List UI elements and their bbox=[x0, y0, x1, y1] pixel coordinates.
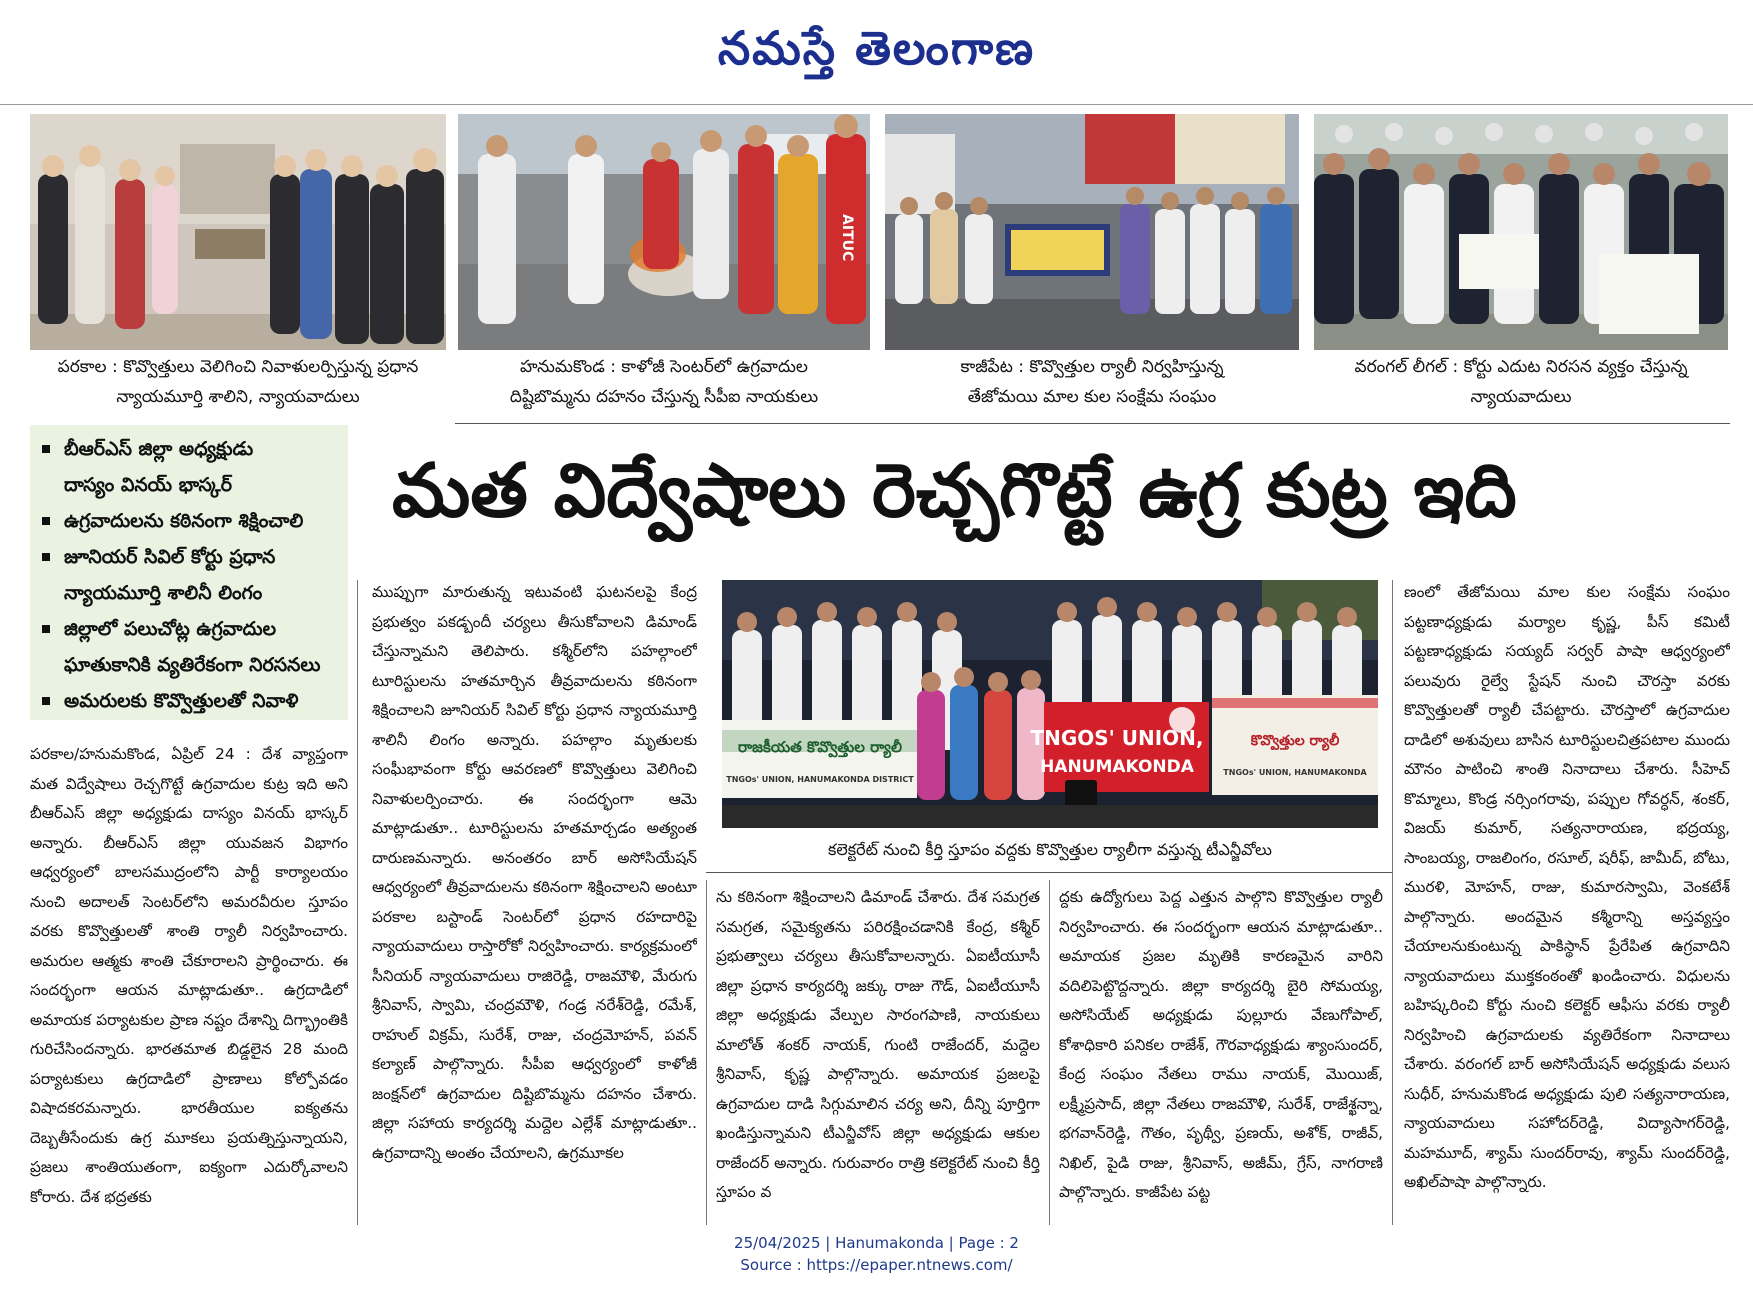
highlight-item bbox=[30, 431, 348, 503]
photo-tngos-rally bbox=[722, 580, 1378, 828]
footer bbox=[0, 1232, 1753, 1276]
article-text: ణంలో తేజోమయి మాల కుల సంక్షేమ సంఘం పట్టణాధ్యక్షుడు మర్యాల కృష్ణ, పీస్ కమిటీ పట్టణాధ్యక్షుడు సయ్యద్ సర్వర్ పాషా ఆధ్వర్యంలో పలువురు రైల్వే స్టేషన్ నుంచి చౌరస్తా వరకు కొవ్వొత్తులతో ర్యాలీ చేపట్టారు. చౌరస్తాలో ఉగ్రవాదుల దాడిలో అశువులు బాసిన టూరిస్టులచిత్రపటాల ముందు మౌనం పాటించి శాంతి నినాదాలు చేశారు. సీహెచ్ కొమ్మాలు, కొండ్ర నర్సింగరావు, పప్పుల గోవర్ధన్, శంకర్, విజయ్ కుమార్, సత్యనారాయణ, భద్రయ్య, సాంబయ్య, రాజలింగం, రసూల్, షరీఫ్, జామీద్, బోటు, మురళి, మోహన్, రాజు, కుమారస్వామి, వెంకటేశ్ పాల్గొన్నారు. అందమైన కశ్మీరాన్ని అస్తవ్యస్తం చేయాలనుకుంటున్న పాకిస్థాన్ ప్రేరేపిత ఉగ్రవాదిని న్యాయవాదులు ముక్తకంఠంతో ఖండించారు. విధులను బహిష్కరించి కోర్టు నుంచి కలెక్టర్ ఆఫీసు వరకు ర్యాలీ నిర్వహించి ఉగ్రవాదులకు వ్యతిరేకంగా నినాదాలు చేశారు. వరంగల్ బార్ అసోసియేషన్ అధ్యక్షుడు వలుస సుధీర్, హనుమకొండ అధ్యక్షుడు పులి సత్యనారాయణ, న్యాయవాదులు సహోదర్‌రెడ్డి, విద్యాసాగర్‌రెడ్డి, మహమూద్, శ్యామ్ సుందర్‌రావు, శ్యామ్ సుందర్‌రెడ్డి, అఖిల్‌పాషా పాల్గొన్నారు. bbox=[1404, 583, 1730, 1191]
caption-parakala bbox=[30, 352, 446, 412]
highlight-text: బీఆర్‌ఎస్ జిల్లా అధ్యక్షుడు bbox=[64, 438, 254, 460]
caption-tngos-rally: కలెక్టరేట్ నుంచి కీర్తి స్తూపం వద్దకు కొవ్వొత్తుల ర్యాలీగా వస్తున్న టీఎన్జీవోలు bbox=[828, 840, 1272, 859]
highlight-text: ఉగ్రవాదులను కఠినంగా శిక్షించాలి bbox=[64, 510, 304, 532]
aituc-flag-label: AITUC bbox=[839, 214, 855, 262]
highlight-text: ఘాతుకానికి వ్యతిరేకంగా నిరసనలు bbox=[64, 654, 321, 676]
highlight-item bbox=[30, 503, 348, 539]
caption-hanumakonda bbox=[458, 352, 870, 412]
column-divider bbox=[1392, 580, 1393, 1225]
caption-line: హనుమకొండ : కాళోజీ సెంటర్‌లో ఉగ్రవాదుల bbox=[520, 357, 808, 377]
highlight-text: అమరులకు కొవ్వొత్తులతో నివాళి bbox=[64, 690, 299, 712]
caption-line: పరకాల : కొవ్వొత్తులు వెలిగించి నివాళులర్పిస్తున్న ప్రధాన bbox=[57, 357, 419, 377]
caption-line: వరంగల్ లీగల్ : కోర్టు ఎదుట నిరసన వ్యక్తం చేస్తున్న bbox=[1354, 357, 1688, 377]
banner-right-title: కొవ్వొత్తుల ర్యాలీ bbox=[1250, 733, 1340, 749]
article-text: ద్దకు ఉద్యోగులు పెద్ద ఎత్తున పాల్గొని కొవ్వొత్తుల ర్యాలీ నిర్వహించారు. ఈ సందర్భంగా ఆయన మాట్లాడుతూ.. అమాయక ప్రజల మృతికి కారణమైన వారిని వదిలిపెట్టొద్దన్నారు. జిల్లా కార్యదర్శి బైరి సోమయ్య, అసోసియేట్ అధ్యక్షుడు పుల్లూరు వేణుగోపాల్, కోశాధికారి పనికల రాజేశ్, గౌరవాధ్యక్షుడు శ్యాంసుందర్, కేంద్ర సంఘం నేతలు రాము నాయక్, మొయిజ్, లక్ష్మీప్రసాద్, జిల్లా నేతలు రాజమౌళి, సురేశ్, రాజేశ్ఖన్నా, భగవాన్‌రెడ్డి, గౌతం, పృథ్వీ, ప్రణయ్, అశోక్, రాజీవ్, నిఖిల్, పైడి రాజు, శ్రీనివాస్, అజీమ్, గ్రేస్, నాగరాణి పాల్గొన్నారు. కాజీపేట పట్ట bbox=[1059, 888, 1383, 1201]
banner-main-line1: TNGOS' UNION, bbox=[1030, 726, 1204, 750]
main-headline: మత విద్వేషాలు రెచ్చగొట్టే ఉగ్ర కుట్ర ఇది bbox=[392, 448, 1517, 534]
newspaper-title: నమస్తే తెలంగాణ bbox=[717, 21, 1036, 75]
masthead-rule bbox=[0, 104, 1753, 105]
caption-kazipet bbox=[885, 352, 1299, 412]
article-text: ముప్పుగా మారుతున్న ఇటువంటి ఘటనలపై కేంద్ర ప్రభుత్వం పకడ్బందీ చర్యలు తీసుకోవాలని డిమాండ్ చేస్తున్నామని తెలిపారు. కశ్మీర్‌లోని పహల్గాంలో టూరిస్టులను హతమార్చిన తీవ్రవాదులను కఠినంగా శిక్షించాలని జూనియర్ సివిల్ కోర్టు ప్రధాన న్యాయమూర్తి శాలినీ లింగం అన్నారు. పహల్గాం మృతులకు సంఘీభావంగా కోర్టు ఆవరణలో కొవ్వొత్తులు వెలిగించి నివాళులర్పించారు. ఈ సందర్భంగా ఆమె మాట్లాడుతూ.. టూరిస్టులను హతమార్చడం అత్యంత దారుణమన్నారు. అనంతరం బార్ అసోసియేషన్ ఆధ్వర్యంలో తీవ్రవాదులను కఠినంగా శిక్షించాలని అంటూ పరకాల బస్టాండ్ సెంటర్‌లో ప్రధాన రహదారిపై న్యాయవాదులు రాస్తారోకో నిర్వహించారు. కార్యక్రమంలో సీనియర్ న్యాయవాదులు రాజిరెడ్డి, రాజమౌళి, మేరుగు శ్రీనివాస్, స్వామి, చంద్రమౌళి, గండ్ర నరేశ్‌రెడ్డి, రమేశ్, రాహుల్ విక్రమ్, సురేశ్, రాజు, చంద్రమోహన్, పవన్ కల్యాణ్ పాల్గొన్నారు. సీపీఐ ఆధ్వర్యంలో కాళోజీ జంక్షన్‌లో ఉగ్రవాదుల దిష్టిబొమ్మను దహనం చేశారు. జిల్లా సహాయ కార్యదర్శి మద్దెల ఎల్లేశ్ మాట్లాడుతూ.. ఉగ్రవాదాన్ని అంతం చేయాలని, ఉగ్రమూకల bbox=[372, 583, 697, 1162]
banner-main-line2: HANUMAKONDA bbox=[1040, 757, 1194, 777]
photo-hanumakonda bbox=[458, 114, 870, 350]
article-column-1 bbox=[30, 740, 348, 1214]
highlight-text: జూనియర్ సివిల్ కోర్టు ప్రధాన bbox=[64, 546, 276, 568]
caption-line: న్యాయవాదులు bbox=[1470, 387, 1572, 407]
highlight-text: దాస్యం వినయ్ భాస్కర్ bbox=[64, 474, 233, 496]
article-column-3 bbox=[716, 883, 1040, 1214]
caption-line: కాజీపేట : కొవ్వొత్తుల ర్యాలీ నిర్వహిస్తున్న bbox=[960, 357, 1224, 377]
banner-right-sub: TNGOs' UNION, HANUMAKONDA bbox=[1223, 768, 1367, 777]
highlight-item bbox=[30, 539, 348, 611]
article-text: పరకాల/హనుమకొండ, ఏప్రిల్ 24 : దేశ వ్యాప్తంగా మత విద్వేషాలు రెచ్చగొట్టే ఉగ్రవాదుల కుట్ర ఇది అని బీఆర్‌ఎస్ జిల్లా అధ్యక్షుడు దాస్యం వినయ్ భాస్కర్ అన్నారు. బీఆర్‌ఎస్ జిల్లా యువజన విభాగం ఆధ్వర్యంలో బాలసముద్రంలోని పార్టీ కార్యాలయం నుంచి అదాలత్ సెంటర్‌లోని అమరవీరుల స్తూపం వరకు కొవ్వొత్తులతో శాంతి ర్యాలీ నిర్వహించారు. అమరుల ఆత్మకు శాంతి చేకూరాలని ప్రార్థించారు. ఈ సందర్భంగా ఆయన మాట్లాడుతూ.. ఉగ్రదాడిలో అమాయక పర్యాటకుల ప్రాణ నష్టం దేశాన్ని దిగ్భ్రాంతికి గురిచేసిందన్నారు. భారతమాత బిడ్డలైన 28 మంది పర్యాటకులు ఉగ్రదాడిలో ప్రాణాలు కోల్పోవడం విషాదకరమన్నారు. భారతీయుల ఐక్యతను దెబ్బతీసేందుకు ఉగ్ర మూకలు ప్రయత్నిస్తున్నాయని, ప్రజలు శాంతియుతంగా, ఐక్యంగా ఎదుర్కోవాలని కోరారు. దేశ భద్రతకు bbox=[30, 745, 348, 1206]
masthead bbox=[0, 0, 1753, 104]
banner-left-title: రాజకీయత కొవ్వొత్తుల ర్యాలీ bbox=[738, 738, 902, 756]
column-divider bbox=[706, 880, 707, 1225]
footer-source-line: Source : https://epaper.ntnews.com/ bbox=[740, 1256, 1013, 1274]
column-divider bbox=[1049, 880, 1050, 1225]
photo-warangal-legal bbox=[1314, 114, 1728, 350]
article-column-2 bbox=[372, 578, 697, 1214]
article-column-5 bbox=[1404, 578, 1730, 1214]
caption-line: తేజోమయి మాల కుల సంక్షేమ సంఘం bbox=[967, 387, 1217, 407]
highlight-text: జిల్లాలో పలుచోట్ల ఉగ్రవాదుల bbox=[64, 618, 277, 640]
banner-left-sub: TNGOs' UNION, HANUMAKONDA DISTRICT bbox=[726, 775, 914, 784]
article-column-4 bbox=[1059, 883, 1383, 1214]
photo-kazipet bbox=[885, 114, 1299, 350]
caption-line: దిష్టిబొమ్మను దహనం చేస్తున్న సీపీఐ నాయకులు bbox=[509, 387, 819, 407]
highlights-box bbox=[30, 425, 348, 720]
section-rule bbox=[455, 423, 1730, 424]
highlight-text: న్యాయమూర్తి శాలినీ లింగం bbox=[64, 582, 263, 604]
caption-line: న్యాయమూర్తి శాలిని, న్యాయవాదులు bbox=[116, 387, 360, 407]
highlight-item bbox=[30, 611, 348, 683]
photo-parakala bbox=[30, 114, 446, 350]
photo-caption-rule bbox=[706, 872, 1392, 873]
article-text: ను కఠినంగా శిక్షించాలని డిమాండ్ చేశారు. దేశ సమగ్రత సమగ్రత, సమైక్యతను పరిరక్షించడానికి కేంద్ర, కశ్మీర్ ప్రభుత్వాలు చర్యలు తీసుకోవాలన్నారు. ఏఐటీయూసీ జిల్లా ప్రధాన కార్యదర్శి జక్కు రాజు గౌడ్, ఏఐటీయూసీ జిల్లా అధ్యక్షుడు వేల్పుల సారంగపాణి, నాయకులు మాలోత్ శంకర్ నాయక్, గుంటి రాజేందర్, మద్దెల శ్రీనివాస్, కృష్ణ పాల్గొన్నారు. అమాయక ప్రజలపై ఉగ్రవాదుల దాడి సిగ్గుమాలిన చర్య అని, దీన్ని పూర్తిగా ఖండిస్తున్నామని టీఎన్జీవోస్ జిల్లా అధ్యక్షుడు ఆకుల రాజేందర్ అన్నారు. గురువారం రాత్రి కలెక్టరేట్ నుంచి కీర్తి స్తూపం వ bbox=[716, 888, 1040, 1201]
caption-warangal-legal bbox=[1314, 352, 1728, 412]
footer-date-line: 25/04/2025 | Hanumakonda | Page : 2 bbox=[734, 1234, 1019, 1252]
highlight-item bbox=[30, 683, 348, 719]
column-divider bbox=[357, 580, 358, 1225]
